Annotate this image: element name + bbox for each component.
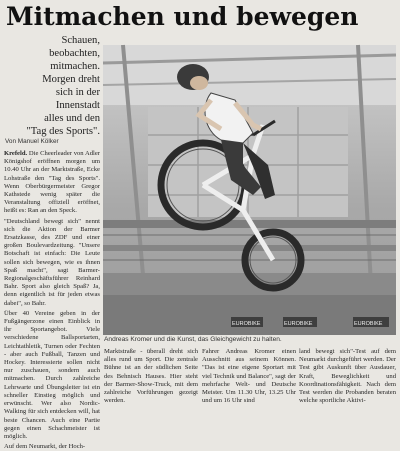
photo-banner: EUROBIKE <box>354 321 383 327</box>
paragraph-4: Auf dem Neumarkt, der Hoch- <box>4 443 86 451</box>
photo-caption: Andreas Kromer und die Kunst, das Gleichgewicht zu halten. <box>104 336 282 343</box>
subhead-line: Innenstadt <box>55 100 100 111</box>
photo-banner: EUROBIKE <box>284 321 313 327</box>
paragraph-7: land bewegt sich"-Test auf dem Neumarkt durchgeführt werden. Der Test gibt Auskunft über Ausdauer, Kraft, Beweglichkeit und Koordinationsfähigkeit. Nach dem Test werden die Probanden beraten welche sportliche Aktivi- <box>299 348 396 405</box>
paragraph-5: Marktstraße - überall dreht sich alles rund um Sport. Die zentrale Bühne ist an der südlichen Seite des Behnisch Hauses. Hier steht der Barmer-Show-Truck, mit dem zahlreiche Vorführungen gezeigt werden. <box>104 348 198 405</box>
paragraph-1: Die Cheerleader von Adler Königshof eröffnen morgen um 10.40 Uhr an der Marktstraße, Ecke Lohstraße den "Tag des Sports". Wenn Oberbürgermeister Gregor Kathstede wenig später die Veranstaltung offiziell eröffnet, heißt es: Ran an den Speck. <box>4 150 100 215</box>
subhead-line: "Tag des Sports". <box>26 126 100 137</box>
dateline: Krefeld. <box>4 150 28 157</box>
subhead-line: mitmachen. <box>50 61 100 72</box>
subhead <box>6 34 100 138</box>
photo-banner: EUROBIKE <box>232 321 261 327</box>
article-column-1 <box>4 150 100 451</box>
paragraph-3: Über 40 Vereine geben in der Fußgängerzone einen Einblick in ihr Sportangebot. Viele verschiedene Ballsportarten, Leichtathletik, Turnen oder Fechten - aber auch Fußball, Tanzen und Hockey. Interessierte sollen nicht nur zuschauen, sondern auch mitmachen. Durch zahlreiche Lehrwarte und Übungsleiter ist ein schneller Einstieg möglich und erwünscht. Wer also Nordic-Walking für sich entdecken will, hat beste Chancen. Auch eine Partie gegen einen Schachmeister ist möglich. <box>4 309 100 440</box>
subhead-line: sich in der <box>55 87 100 98</box>
article-column-3 <box>202 348 296 405</box>
photo-illustration <box>103 45 396 335</box>
headline: Mitmachen und bewegen <box>6 2 359 31</box>
article-column-2 <box>104 348 198 405</box>
bmx-rider-photo <box>103 45 396 335</box>
paragraph-6: Fahrer Andreas Kromer einen Ausschnitt aus seinem Können. "Das ist eine eigene Sportart mit viel Technik und Balance", sagt der mehrfache Welt- und Deutsche Meister. Um 11.30 Uhr, 13.25 Uhr und um 16 Uhr sind <box>202 348 296 405</box>
byline: Von Manuel Kölker <box>5 138 59 145</box>
subhead-line: Morgen dreht <box>42 74 100 85</box>
article-column-4 <box>299 348 396 405</box>
subhead-line: beobachten, <box>49 48 100 59</box>
paragraph-2: "Deutschland bewegt sich" nennt sich die Aktion der Barmer Ersatzkasse, des ZDF und einer großen Boulevardzeitung. "Unsere Botschaft ist einfach: Die Leute sollen sich bewegen, wie es ihnen Spaß macht", sagt Barmer-Regionalgeschäftsführer Reinhard Bahr. Sport also gleich Spaß? Ja, denn eigentlich ist für jeden etwas dabei", so Bahr. <box>4 217 100 307</box>
subhead-line: Schauen, <box>61 35 100 46</box>
subhead-line: alles und den <box>44 113 100 124</box>
